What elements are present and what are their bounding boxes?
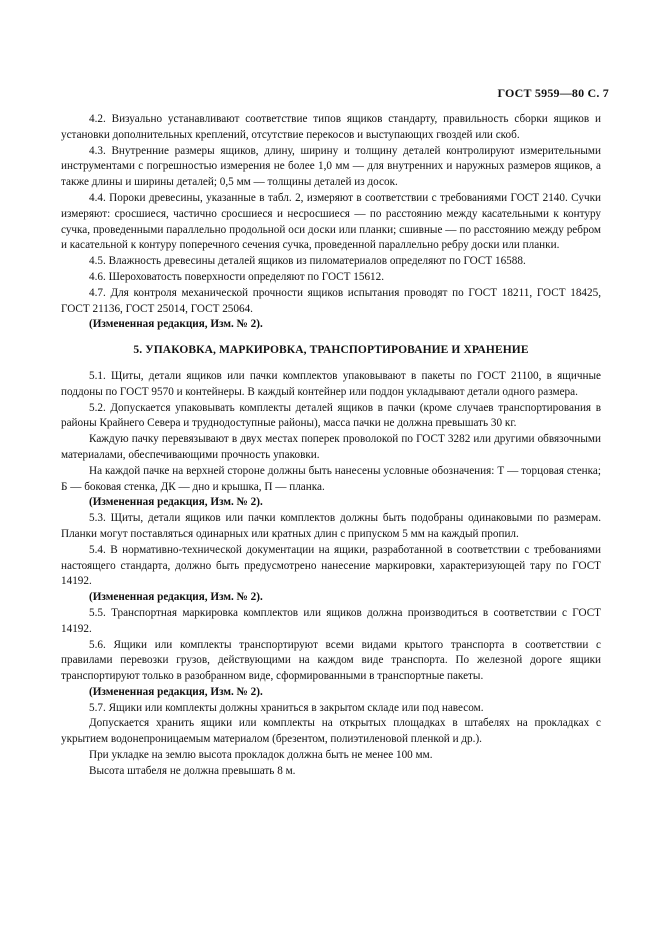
paragraph-4-4: 4.4. Пороки древесины, указанные в табл. 2, измеряют в соответствии с требованиями ГОСТ 2140. Сучки измеряют: сросшиеся, частично сросшиеся и несросшиеся — по расстоянию между касательными к контуру сучка, проведенными параллельно продольной оси доски или планки; сшивные — по расстоянию между ребром и касательной к контуру поперечного сечения сучка, проведенной параллельно ребру доски или планки. [61, 191, 601, 252]
paragraph-5-7-stack-height: Высота штабеля не должна превышать 8 м. [89, 764, 296, 777]
paragraph-5-7-open-storage: Допускается хранить ящики или комплекты на открытых площадках в штабелях на прокладках с укрытием водонепроницаемым материалом (брезентом, полиэтиленовой пленкой и др.). [61, 717, 601, 746]
paragraph-4-6: 4.6. Шероховатость поверхности определяют по ГОСТ 15612. [89, 270, 385, 283]
edit-note: (Измененная редакция, Изм. № 2). [89, 685, 263, 698]
page-header: ГОСТ 5959—80 С. 7 [497, 86, 609, 100]
paragraph-4-5: 4.5. Влажность древесины деталей ящиков из пиломатериалов определяют по ГОСТ 16588. [89, 255, 526, 268]
paragraph-4-3: 4.3. Внутренние размеры ящиков, длину, ширину и толщину деталей контролируют измерительными инструментами с погрешностью измерения не более 1,0 мм — для внутренних и наружных размеров ящиков, а также длины и ширины деталей; 0,5 мм — толщины деталей из досок. [61, 144, 601, 189]
paragraph-4-2: 4.2. Визуально устанавливают соответствие типов ящиков стандарту, правильность сборки ящиков и установки дополнительных креплений, отсутствие перекосов и выступающих гвоздей или скоб. [61, 113, 601, 141]
paragraph-5-1: 5.1. Щиты, детали ящиков или пачки комплектов упаковывают в пакеты по ГОСТ 21100, в ящичные поддоны по ГОСТ 9570 и контейнеры. В каждый контейнер или поддон укладывают детали одного размера. [61, 369, 601, 398]
edit-note: (Измененная редакция, Изм. № 2). [89, 318, 263, 331]
paragraph-5-7-spacers: При укладке на землю высота прокладок должна быть не менее 100 мм. [89, 749, 433, 762]
edit-note: (Измененная редакция, Изм. № 2). [89, 591, 263, 604]
paragraph-5-7: 5.7. Ящики или комплекты должны храниться в закрытом складе или под навесом. [89, 701, 484, 714]
paragraph-5-3: 5.3. Щиты, детали ящиков или пачки комплектов должны быть подобраны одинаковыми по размерам. Планки могут поставляться одинарных или кратных длин с припуском 5 мм на каждый пропил. [61, 512, 601, 540]
paragraph-5-2-packing: Каждую пачку перевязывают в двух местах поперек проволокой по ГОСТ 3282 или другими обвязочными материалами, обеспечивающими прочность упаковки. [61, 433, 601, 461]
section-5-title: 5. УПАКОВКА, МАРКИРОВКА, ТРАНСПОРТИРОВАНИЕ И ХРАНЕНИЕ [133, 344, 529, 357]
paragraph-5-5: 5.5. Транспортная маркировка комплектов или ящиков должна производиться в соответствии с ГОСТ 14192. [61, 606, 601, 635]
paragraph-5-2: 5.2. Допускается упаковывать комплекты деталей ящиков в пачки (кроме случаев транспортирования в районы Крайнего Севера и труднодоступные районы), масса пачки не должна превышать 30 кг. [61, 401, 601, 430]
document-body [61, 112, 601, 780]
paragraph-5-6: 5.6. Ящики или комплекты транспортируют всеми видами крытого транспорта в соответствии с правилами перевозки грузов, действующими на каждом виде транспорта. По железной дороге ящики транспортируют только в разобранном виде, сформированными в транспортные пакеты. [61, 638, 601, 683]
paragraph-5-4: 5.4. В нормативно-технической документации на ящики, разработанной в соответствии с требованиями настоящего стандарта, должно быть предусмотрено нанесение маркировки, характеризующей тару по ГОСТ 14192. [61, 543, 601, 588]
edit-note: (Измененная редакция, Изм. № 2). [89, 496, 263, 509]
paragraph-4-7: 4.7. Для контроля механической прочности ящиков испытания проводят по ГОСТ 18211, ГОСТ 18425, ГОСТ 21136, ГОСТ 25014, ГОСТ 25064. [61, 286, 601, 315]
paragraph-5-2-marking: На каждой пачке на верхней стороне должны быть нанесены условные обозначения: Т — торцовая стенка; Б — боковая стенка, ДК — дно и крышка, П — планка. [61, 464, 601, 493]
